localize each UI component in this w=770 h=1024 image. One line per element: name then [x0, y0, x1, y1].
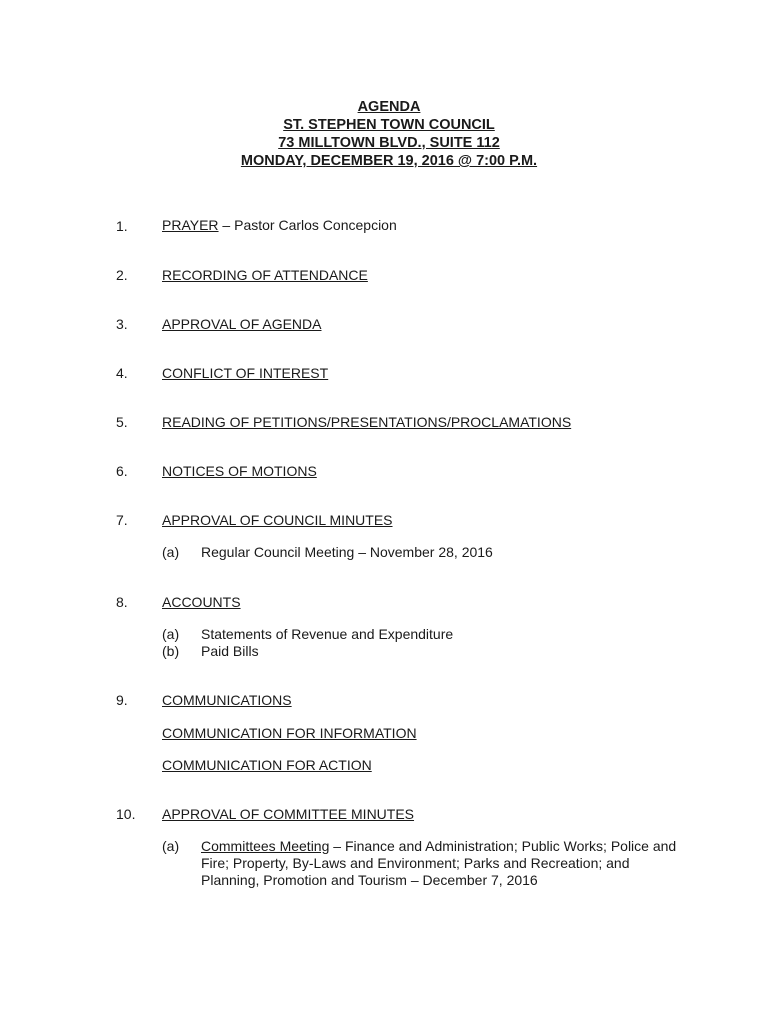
item-number: 10.	[116, 806, 136, 822]
sub-item-text: Statements of Revenue and Expenditure	[201, 626, 454, 642]
header-title: AGENDA	[357, 99, 421, 115]
committees-meeting-lead: Committees Meeting	[201, 838, 330, 854]
header-address: 73 MILLTOWN BLVD., SUITE 112	[278, 135, 500, 151]
item-number: 7.	[116, 512, 128, 528]
header-council: ST. STEPHEN TOWN COUNCIL	[283, 117, 495, 133]
item-title: CONFLICT OF INTEREST	[162, 365, 329, 381]
item-title: APPROVAL OF AGENDA	[162, 316, 322, 332]
communication-information-heading: COMMUNICATION FOR INFORMATION	[162, 725, 417, 741]
item-title-line	[162, 217, 397, 234]
item-number: 4.	[116, 365, 128, 381]
item-number: 5.	[116, 414, 128, 430]
sub-item-letter: (a)	[162, 544, 180, 560]
agenda-header	[0, 98, 770, 170]
sub-item-text	[201, 838, 701, 889]
committees-line-3: Planning, Promotion and Tourism – December 7, 2016	[201, 872, 538, 888]
sub-item-text: Regular Council Meeting – November 28, 2016	[201, 544, 493, 560]
committees-line-2: Fire; Property, By-Laws and Environment; Parks and Recreation; and	[201, 855, 630, 871]
item-number: 6.	[116, 463, 128, 479]
sub-item-letter: (a)	[162, 838, 180, 854]
committees-line-1: – Finance and Administration; Public Works; Police and	[329, 838, 677, 854]
item-number: 3.	[116, 316, 128, 332]
item-title: PRAYER	[162, 217, 219, 233]
item-number: 2.	[116, 267, 128, 283]
item-title-suffix: – Pastor Carlos Concepcion	[218, 217, 397, 233]
sub-item-letter: (b)	[162, 643, 180, 659]
item-number: 8.	[116, 594, 128, 610]
item-number: 9.	[116, 692, 128, 708]
item-title: ACCOUNTS	[162, 594, 241, 610]
communication-action-heading: COMMUNICATION FOR ACTION	[162, 757, 372, 773]
item-title: READING OF PETITIONS/PRESENTATIONS/PROCLAMATIONS	[162, 414, 572, 430]
item-title: RECORDING OF ATTENDANCE	[162, 267, 368, 283]
item-title: APPROVAL OF COMMITTEE MINUTES	[162, 806, 415, 822]
item-title: NOTICES OF MOTIONS	[162, 463, 317, 479]
sub-item-letter: (a)	[162, 626, 180, 642]
sub-item-text: Paid Bills	[201, 643, 259, 659]
header-date: MONDAY, DECEMBER 19, 2016 @ 7:00 P.M.	[240, 153, 538, 169]
item-title: APPROVAL OF COUNCIL MINUTES	[162, 512, 393, 528]
item-title: COMMUNICATIONS	[162, 692, 292, 708]
item-number: 1.	[116, 218, 128, 234]
